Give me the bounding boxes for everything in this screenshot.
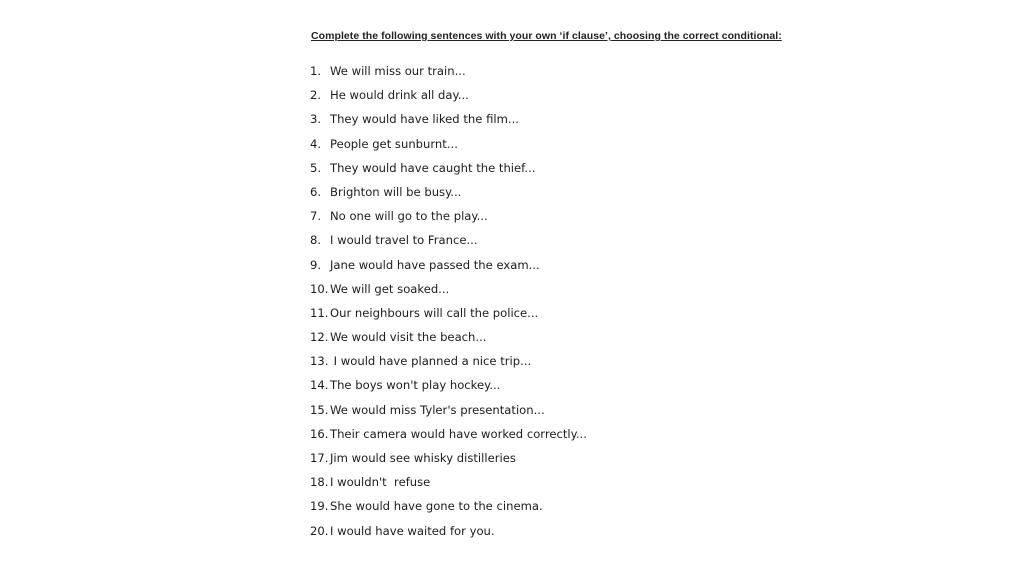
item-number: 20. bbox=[310, 523, 329, 538]
item-sentence: No one will go to the play... bbox=[330, 209, 488, 224]
item-sentence: Jim would see whisky distilleries bbox=[330, 451, 516, 465]
sentence-list bbox=[310, 61, 587, 545]
item-number: 8. bbox=[310, 233, 322, 248]
list-item bbox=[310, 230, 587, 254]
list-item bbox=[310, 496, 587, 520]
item-number: 6. bbox=[310, 184, 322, 199]
item-sentence: We will get soaked... bbox=[330, 281, 450, 296]
list-item bbox=[310, 158, 587, 182]
item-number: 19. bbox=[310, 499, 329, 514]
item-number: 11. bbox=[310, 305, 329, 320]
item-number: 18. bbox=[310, 475, 329, 490]
item-sentence: I would have waited for you. bbox=[330, 523, 495, 538]
list-item bbox=[310, 206, 587, 230]
list-item bbox=[310, 255, 587, 279]
list-item bbox=[310, 109, 587, 133]
list-item bbox=[310, 85, 587, 109]
list-item bbox=[310, 182, 587, 206]
item-number: 5. bbox=[310, 160, 322, 175]
list-item bbox=[310, 303, 587, 327]
item-sentence: Brighton will be busy... bbox=[330, 184, 462, 199]
item-number: 10. bbox=[310, 281, 329, 296]
item-number: 16. bbox=[310, 426, 329, 441]
list-item bbox=[310, 375, 587, 399]
item-number: 1. bbox=[310, 64, 322, 78]
item-sentence: Our neighbours will call the police... bbox=[330, 305, 539, 320]
item-sentence: We will miss our train... bbox=[330, 64, 466, 78]
item-sentence: I would have planned a nice trip... bbox=[330, 354, 532, 369]
item-number: 3. bbox=[310, 112, 322, 127]
item-sentence: I would travel to France... bbox=[330, 233, 478, 248]
item-sentence: We would visit the beach... bbox=[330, 330, 487, 345]
item-sentence: Their camera would have worked correctly... bbox=[330, 426, 587, 441]
list-item bbox=[310, 472, 587, 496]
item-sentence: She would have gone to the cinema. bbox=[330, 499, 543, 514]
item-sentence: We would miss Tyler's presentation... bbox=[330, 402, 545, 417]
item-number: 2. bbox=[310, 88, 322, 103]
item-number: 7. bbox=[310, 209, 322, 224]
list-item bbox=[310, 327, 587, 351]
list-item bbox=[310, 279, 587, 303]
list-item bbox=[310, 61, 587, 85]
item-sentence: The boys won't play hockey... bbox=[330, 378, 501, 393]
item-number: 17. bbox=[310, 451, 329, 465]
item-number: 12. bbox=[310, 330, 329, 345]
item-sentence: Jane would have passed the exam... bbox=[330, 257, 540, 272]
list-item bbox=[310, 134, 587, 158]
item-number: 4. bbox=[310, 136, 322, 151]
item-sentence: People get sunburnt... bbox=[330, 136, 458, 151]
list-item bbox=[310, 448, 587, 472]
item-number: 15. bbox=[310, 402, 329, 417]
list-item bbox=[310, 351, 587, 375]
item-number: 9. bbox=[310, 257, 322, 272]
list-item bbox=[310, 400, 587, 424]
item-sentence: They would have liked the film... bbox=[330, 112, 519, 127]
item-sentence: I wouldn't refuse bbox=[330, 475, 431, 490]
item-sentence: He would drink all day... bbox=[330, 88, 469, 103]
list-item bbox=[310, 521, 587, 545]
list-item bbox=[310, 424, 587, 448]
item-number: 14. bbox=[310, 378, 329, 393]
instruction-heading: Complete the following sentences with your own ‘if clause’, choosing the correct conditional: bbox=[311, 30, 782, 42]
item-sentence: They would have caught the thief... bbox=[330, 160, 536, 175]
item-number: 13. bbox=[310, 354, 329, 369]
